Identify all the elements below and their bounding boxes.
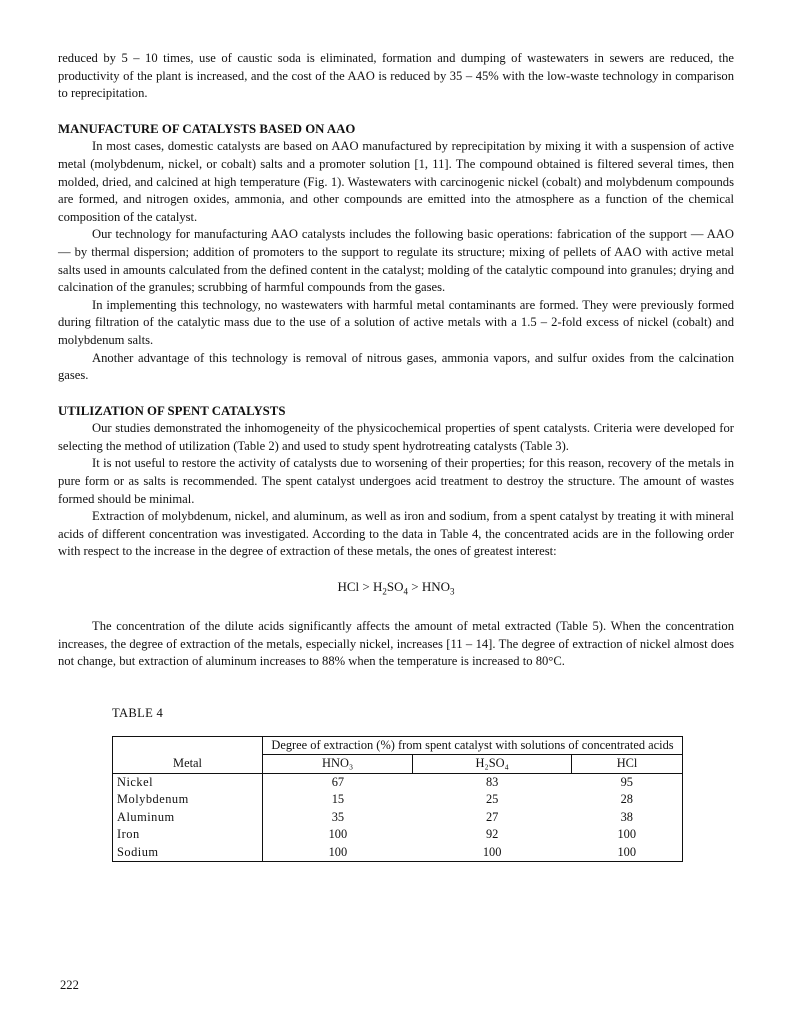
acid-order-formula (58, 578, 734, 601)
extraction-table (112, 736, 683, 863)
paragraph-intro: reduced by 5 – 10 times, use of caustic soda is eliminated, formation and dumping of wastewaters in sewers are reduced, the productivity of the plant is increased, and the cost of the AAO is reduced by 35 – 45% with the low-waste technology in comparison to reprecipitation. (58, 51, 734, 101)
section-heading-manufacture: MANUFACTURE OF CATALYSTS BASED ON AAO (58, 121, 356, 136)
column-header-hno3: HNO₃ (263, 755, 413, 774)
value-cell: 25 (485, 792, 499, 807)
paragraph: In implementing this technology, no wastewaters with harmful metal contaminants are formed. They were previously formed during filtration of the catalytic mass due to the use of a solution of active metals with a 1.5 – 2-fold excess of nickel (cobalt) and molybdenum salts. (58, 297, 734, 347)
formula-part: SO (386, 579, 404, 595)
metal-cell: Sodium (113, 844, 263, 862)
column-header-metal: Metal (113, 736, 263, 773)
value-cell: 100 (617, 844, 637, 859)
value-cell: 83 (485, 774, 499, 789)
page-number: 222 (60, 978, 79, 992)
formula-part: > HNO (408, 579, 450, 595)
paragraph: Our technology for manufacturing AAO catalysts includes the following basic operations: fabrication of the support — AAO — by thermal dispersion; addition of promoters to the support to regulate its structure; mixing of pellets of AAO with active metal salts used in amounts calculated from the defined content in the catalyst; molding of the catalytic compound into granules; drying and calcination of the granules; scrubbing of harmful compounds from the gases. (58, 227, 734, 295)
table-row (113, 844, 683, 862)
table-row (113, 773, 683, 791)
value-cell: 27 (485, 809, 499, 824)
document-page (58, 50, 734, 862)
paragraph: Another advantage of this technology is removal of nitrous gases, ammonia vapors, and sulfur oxides from the calcination gases. (58, 350, 734, 383)
paragraph: It is not useful to restore the activity of catalysts due to worsening of their properties; for this reason, recovery of the metals in pure form or as salts is recommended. The spent catalyst undergoes acid treatment to destroy the structure. The amount of wastes formed should be minimal. (58, 456, 734, 506)
value-cell: 95 (620, 774, 633, 789)
metal-cell: Nickel (113, 773, 263, 791)
value-cell: 92 (485, 827, 499, 842)
value-cell: 100 (328, 844, 348, 859)
value-cell: 100 (617, 827, 637, 842)
table-row (113, 809, 683, 827)
formula-subscript: 4 (403, 586, 408, 597)
column-header-h2so4: H₂SO₄ (413, 755, 572, 774)
table-row (113, 826, 683, 844)
table-label: TABLE 4 (112, 706, 164, 720)
value-cell: 28 (620, 792, 633, 807)
paragraph: Our studies demonstrated the inhomogeneity of the physicochemical properties of spent catalysts. Criteria were developed for selecting the method of utilization (Table 2) and used to study spent hydrotreating catalysts (Table 3). (58, 421, 734, 453)
paragraph: In most cases, domestic catalysts are based on AAO manufactured by reprecipitation by mixing it with a suspension of active metal (molybdenum, nickel, or cobalt) salts and a promoter solution [1, 11]. The compound obtained is filtered several times, then molded, dried, and calcined at high temperature (Fig. 1). Wastewaters with carcinogenic nickel (cobalt) and molybdenum compounds are formed, and nitrogen oxides, ammonia, and other compounds are emitted into the atmosphere as a function of the chemical composition of the catalyst. (58, 139, 734, 224)
metal-cell: Molybdenum (113, 791, 263, 809)
metal-cell: Iron (113, 826, 263, 844)
column-header-hcl: HCl (572, 755, 683, 774)
paragraph: The concentration of the dilute acids significantly affects the amount of metal extracted (Table 5). When the concentration increases, the degree of extraction of the metals, especially nickel, increases [11 – 14]. The degree of extraction of nickel almost does not change, but extraction of aluminum increases to 88% when the temperature is increased to 80°C. (58, 619, 734, 669)
value-cell: 100 (328, 827, 348, 842)
metal-cell: Aluminum (113, 809, 263, 827)
value-cell: 38 (620, 809, 633, 824)
formula-subscript: 3 (450, 586, 455, 597)
formula-part: HCl > H (337, 579, 383, 595)
formula-subscript: 2 (382, 586, 387, 597)
value-cell: 67 (331, 774, 345, 789)
value-cell: 35 (331, 809, 345, 824)
column-header-degree: Degree of extraction (%) from spent catalyst with solutions of concentrated acids (263, 736, 683, 755)
paragraph: Extraction of molybdenum, nickel, and aluminum, as well as iron and sodium, from a spent catalyst by treating it with mineral acids of different concentration was investigated. According to the data in Table 4, the concentrated acids are in the following order with respect to the increase in the degree of extraction of these metals, the ones of greatest interest: (58, 509, 734, 559)
table-row (113, 791, 683, 809)
section-heading-utilization: UTILIZATION OF SPENT CATALYSTS (58, 403, 286, 418)
value-cell: 100 (482, 844, 502, 859)
value-cell: 15 (331, 792, 345, 807)
